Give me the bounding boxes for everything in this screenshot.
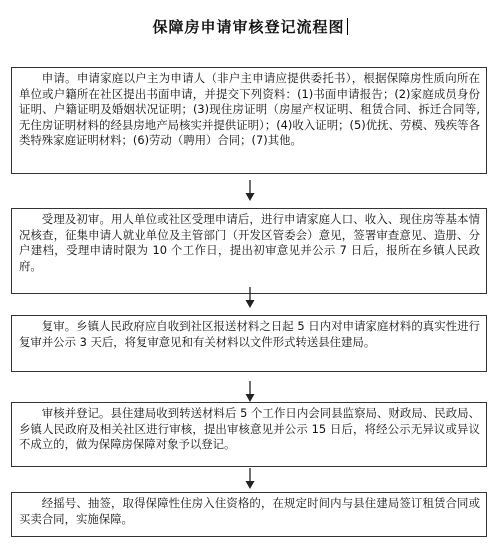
step-box-lottery — [11, 492, 487, 537]
down-arrow-icon — [244, 287, 256, 309]
step-text-lottery: 经摇号、抽签，取得保障性住房入住资格的，在规定时间内与县住建局签订租赁合同或买卖合同，实施保障。 — [19, 496, 480, 526]
page-title-text: 保障房申请审核登记流程图 — [152, 18, 345, 36]
step-text-register: 审核并登记。县住建局收到转送材料后 5 个工作日内会同县监察局、财政局、民政局、乡镇人民政府及相关社区进行审核，提出审核意见并公示 15 日后，将经公示无异议或异议不成立的，做为保障房保障对象予以登记。 — [19, 406, 480, 451]
page-title — [0, 16, 500, 37]
step-box-review — [11, 315, 487, 372]
step-box-register — [11, 402, 487, 467]
down-arrow-icon — [244, 381, 256, 403]
step-box-apply — [11, 67, 487, 174]
text-cursor — [347, 18, 348, 35]
step-text-accept: 受理及初审。用人单位或社区受理申请后，进行申请家庭人口、收入、现住房等基本情况核查，征集申请人就业单位及主管部门（开发区管委会）意见，签署审查意见、造册、分户建档，受理申请时限为 10 个工作日，提出初审意见并公示 7 日后，报所在乡镇人民政府。 — [19, 212, 480, 273]
down-arrow-icon — [244, 468, 256, 490]
step-text-review: 复审。乡镇人民政府应自收到社区报送材料之日起 5 日内对申请家庭材料的真实性进行复审并公示 3 天后，将复审意见和有关材料以文件形式转送县住建局。 — [19, 319, 480, 349]
down-arrow-icon — [244, 180, 256, 202]
step-box-accept — [11, 208, 487, 294]
step-text-apply: 申请。申请家庭以户主为申请人（非户主申请应提供委托书），根据保障房性质向所在单位或户籍所在社区提出书面申请，并提交下列资料：(1)书面申请报告；(2)家庭成员身份证明、户籍证明及婚姻状况证明；(3)现住房证明（房屋产权证明、租赁合同、拆迁合同等,无住房证明材料的经县房地产局核实并提供证明）；(4)收入证明；(5)优抚、劳模、残疾等各类特殊家庭证明材料；(6)劳动（聘用）合同；(7)其他。 — [19, 71, 480, 147]
